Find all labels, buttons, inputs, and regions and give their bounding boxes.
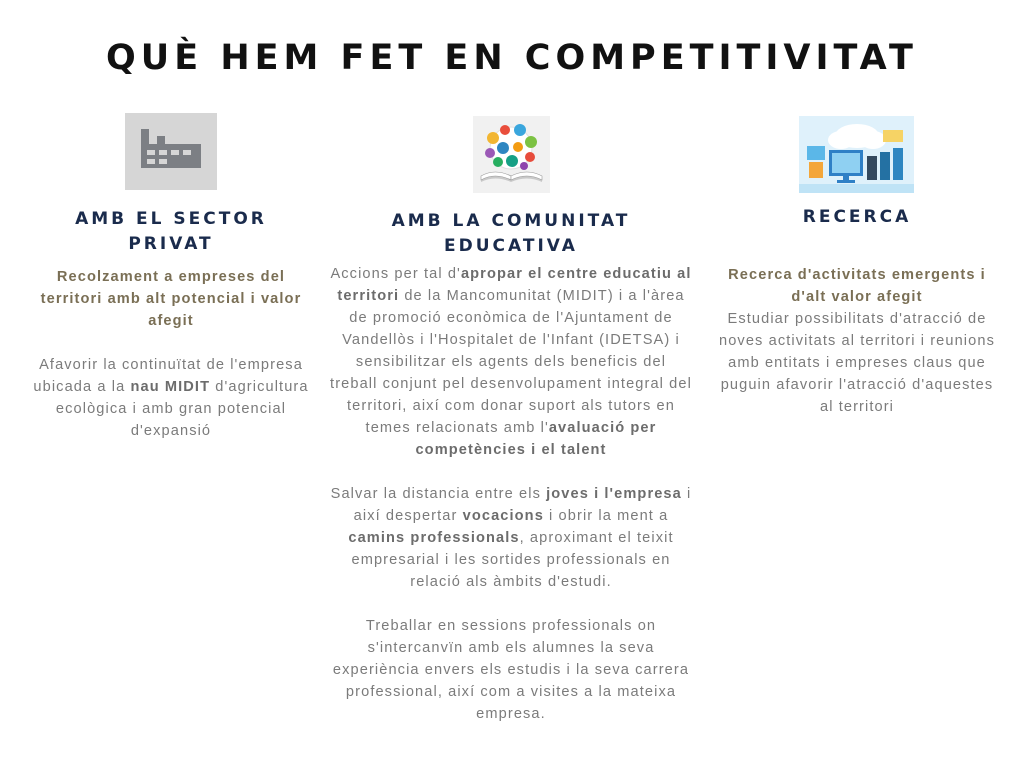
text-run: de la Mancomunitat (MIDIT) i a l'àrea de promoció econòmica de l'Ajuntament de Vandellòs i l'Hospitalet de l'Infant (IDETSA) i sensibilitzar els agents dels beneficis del treball conjunt pel desenvolupament integral del territori, així com donar suport als tutors en temes relacionats amb l': [330, 288, 692, 436]
heading-line: AMB EL SECTOR: [75, 209, 267, 229]
column-heading: [30, 207, 312, 257]
column-heading: [330, 209, 692, 259]
heading-line: EDUCATIVA: [444, 236, 578, 256]
text-run: Salvar la distancia entre els: [330, 486, 547, 502]
heading-line: AMB LA COMUNITAT: [391, 211, 631, 231]
text-run: i obrir la ment a: [543, 508, 669, 524]
text-run: Accions per tal d': [330, 266, 461, 282]
text-run-bold: camins professionals: [348, 530, 520, 546]
paragraph: Treballar en sessions professionals on s'intercanvïn amb els alumnes la seva experiència envers els estudis i la seva carrera professional, així com a visites a la mateixa empresa.: [332, 618, 690, 722]
heading-line: PRIVAT: [128, 234, 214, 254]
text-run: Afavorir la continuïtat de l'empresa ubicada a la: [33, 357, 303, 395]
text-run-bold: nau MIDIT: [130, 379, 211, 395]
column-body: [30, 266, 312, 442]
cloud-devices-icon: [799, 116, 914, 193]
text-run-bold: avaluació per competències i el talent: [415, 420, 657, 458]
paragraph: Estudiar possibilitats d'atracció de noves activitats al territori i reunions amb entitats i empreses claus que puguin afavorir l'atracció d'aquestes al territori: [719, 311, 995, 415]
text-run: , aproximant el teixit empresarial i les sortides professionals en relació als àmbits d'estudi.: [351, 530, 674, 590]
paragraph: [330, 263, 692, 461]
text-run-bold: apropar el centre educatiu al territori: [337, 266, 692, 304]
lead-text: Recolzament a empreses del territori amb alt potencial i valor afegit: [40, 269, 302, 329]
column-body: [712, 264, 1002, 418]
page-title: QUÈ HEM FET EN COMPETITIVITAT: [106, 38, 918, 78]
text-run-bold: joves i l'empresa: [546, 486, 682, 502]
paragraph: [30, 354, 312, 442]
education-book-icon: [473, 116, 550, 193]
paragraph: [330, 483, 692, 593]
text-run: d'agricultura ecològica i amb gran potencial d'expansió: [55, 379, 309, 439]
text-run-bold: vocacions: [462, 508, 544, 524]
lead-text: Recerca d'activitats emergents i d'alt valor afegit: [728, 267, 986, 305]
factory-icon: [125, 113, 217, 190]
column-heading: RECERCA: [802, 207, 912, 227]
column-body: [330, 263, 692, 725]
text-run: i així despertar: [353, 486, 692, 524]
